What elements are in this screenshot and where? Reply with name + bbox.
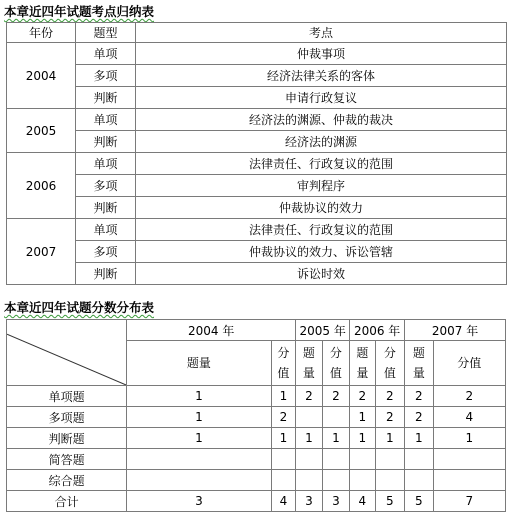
value-cell bbox=[296, 470, 322, 491]
score-header: 分值 bbox=[322, 341, 350, 386]
type-cell: 判断 bbox=[76, 197, 136, 219]
value-cell: 2 bbox=[405, 386, 434, 407]
point-cell: 仲裁事项 bbox=[136, 43, 507, 65]
row-label: 综合题 bbox=[7, 470, 127, 491]
value-cell: 1 bbox=[271, 386, 295, 407]
value-cell: 4 bbox=[271, 491, 295, 512]
type-cell: 多项 bbox=[76, 175, 136, 197]
point-cell: 审判程序 bbox=[136, 175, 507, 197]
table-row bbox=[7, 175, 507, 197]
table-header-row bbox=[7, 320, 506, 341]
year-cell: 2005 bbox=[7, 109, 76, 153]
value-cell bbox=[322, 470, 350, 491]
table-row bbox=[7, 428, 506, 449]
count-header: 题量 bbox=[350, 341, 375, 386]
type-cell: 单项 bbox=[76, 153, 136, 175]
score-distribution-table-title: 本章近四年试题分数分布表 bbox=[4, 300, 155, 315]
count-header: 题量 bbox=[296, 341, 322, 386]
point-cell: 诉讼时效 bbox=[136, 263, 507, 285]
value-cell: 1 bbox=[375, 428, 405, 449]
table-row bbox=[7, 407, 506, 428]
value-cell: 1 bbox=[433, 428, 505, 449]
table-row bbox=[7, 386, 506, 407]
table-row bbox=[7, 65, 507, 87]
count-header: 题量 bbox=[127, 341, 272, 386]
row-label: 多项题 bbox=[7, 407, 127, 428]
value-cell: 5 bbox=[375, 491, 405, 512]
year-header: 2005 年 bbox=[296, 320, 350, 341]
value-cell: 3 bbox=[322, 491, 350, 512]
score-header: 分值 bbox=[375, 341, 405, 386]
value-cell: 1 bbox=[127, 386, 272, 407]
value-cell: 1 bbox=[405, 428, 434, 449]
value-cell: 2 bbox=[433, 386, 505, 407]
value-cell: 2 bbox=[375, 386, 405, 407]
value-cell: 1 bbox=[296, 428, 322, 449]
row-label: 合计 bbox=[7, 491, 127, 512]
value-cell: 4 bbox=[350, 491, 375, 512]
value-cell bbox=[433, 449, 505, 470]
value-cell bbox=[271, 449, 295, 470]
value-cell: 2 bbox=[375, 407, 405, 428]
type-cell: 单项 bbox=[76, 219, 136, 241]
table-row bbox=[7, 470, 506, 491]
table-row bbox=[7, 153, 507, 175]
score-distribution-table bbox=[6, 319, 506, 512]
type-cell: 多项 bbox=[76, 241, 136, 263]
table-row bbox=[7, 219, 507, 241]
value-cell bbox=[350, 470, 375, 491]
point-cell: 经济法的渊源、仲裁的裁决 bbox=[136, 109, 507, 131]
table-row bbox=[7, 491, 506, 512]
value-cell bbox=[271, 470, 295, 491]
table-row bbox=[7, 263, 507, 285]
value-cell: 2 bbox=[296, 386, 322, 407]
year-header: 2007 年 bbox=[405, 320, 506, 341]
row-label: 单项题 bbox=[7, 386, 127, 407]
value-cell: 1 bbox=[350, 407, 375, 428]
row-label: 简答题 bbox=[7, 449, 127, 470]
diagonal-line bbox=[7, 320, 126, 385]
exam-points-table bbox=[6, 22, 507, 285]
point-cell: 申请行政复议 bbox=[136, 87, 507, 109]
value-cell bbox=[296, 407, 322, 428]
value-cell bbox=[375, 449, 405, 470]
value-cell bbox=[322, 449, 350, 470]
table-row bbox=[7, 197, 507, 219]
type-cell: 多项 bbox=[76, 65, 136, 87]
year-cell: 2006 bbox=[7, 153, 76, 219]
table-row bbox=[7, 131, 507, 153]
value-cell: 2 bbox=[405, 407, 434, 428]
value-cell: 5 bbox=[405, 491, 434, 512]
value-cell: 4 bbox=[433, 407, 505, 428]
table-header-row bbox=[7, 23, 507, 43]
table-row bbox=[7, 241, 507, 263]
year-header: 2006 年 bbox=[350, 320, 405, 341]
type-cell: 判断 bbox=[76, 263, 136, 285]
count-header: 题量 bbox=[405, 341, 434, 386]
value-cell: 3 bbox=[296, 491, 322, 512]
score-header: 分值 bbox=[271, 341, 295, 386]
point-cell: 仲裁协议的效力 bbox=[136, 197, 507, 219]
value-cell: 1 bbox=[127, 407, 272, 428]
value-cell bbox=[433, 470, 505, 491]
value-cell bbox=[296, 449, 322, 470]
type-cell: 单项 bbox=[76, 43, 136, 65]
header-exam-point: 考点 bbox=[136, 23, 507, 43]
type-cell: 判断 bbox=[76, 131, 136, 153]
value-cell: 1 bbox=[127, 428, 272, 449]
value-cell: 7 bbox=[433, 491, 505, 512]
value-cell: 2 bbox=[322, 386, 350, 407]
point-cell: 经济法律关系的客体 bbox=[136, 65, 507, 87]
table-row bbox=[7, 87, 507, 109]
diagonal-corner-cell bbox=[7, 320, 127, 386]
value-cell: 2 bbox=[350, 386, 375, 407]
year-header: 2004 年 bbox=[127, 320, 296, 341]
header-year: 年份 bbox=[7, 23, 76, 43]
value-cell: 3 bbox=[127, 491, 272, 512]
value-cell: 2 bbox=[271, 407, 295, 428]
point-cell: 经济法的渊源 bbox=[136, 131, 507, 153]
value-cell: 1 bbox=[322, 428, 350, 449]
value-cell bbox=[375, 470, 405, 491]
table-row bbox=[7, 449, 506, 470]
type-cell: 判断 bbox=[76, 87, 136, 109]
value-cell bbox=[405, 470, 434, 491]
point-cell: 法律责任、行政复议的范围 bbox=[136, 153, 507, 175]
exam-points-table-title: 本章近四年试题考点归纳表 bbox=[4, 4, 155, 19]
value-cell bbox=[127, 449, 272, 470]
point-cell: 仲裁协议的效力、诉讼管辖 bbox=[136, 241, 507, 263]
header-question-type: 题型 bbox=[76, 23, 136, 43]
point-cell: 法律责任、行政复议的范围 bbox=[136, 219, 507, 241]
table-row bbox=[7, 43, 507, 65]
value-cell bbox=[405, 449, 434, 470]
score-header: 分值 bbox=[433, 341, 505, 386]
year-cell: 2007 bbox=[7, 219, 76, 285]
value-cell bbox=[350, 449, 375, 470]
table-row bbox=[7, 109, 507, 131]
year-cell: 2004 bbox=[7, 43, 76, 109]
row-label: 判断题 bbox=[7, 428, 127, 449]
value-cell: 1 bbox=[271, 428, 295, 449]
value-cell bbox=[127, 470, 272, 491]
value-cell: 1 bbox=[350, 428, 375, 449]
type-cell: 单项 bbox=[76, 109, 136, 131]
value-cell bbox=[322, 407, 350, 428]
